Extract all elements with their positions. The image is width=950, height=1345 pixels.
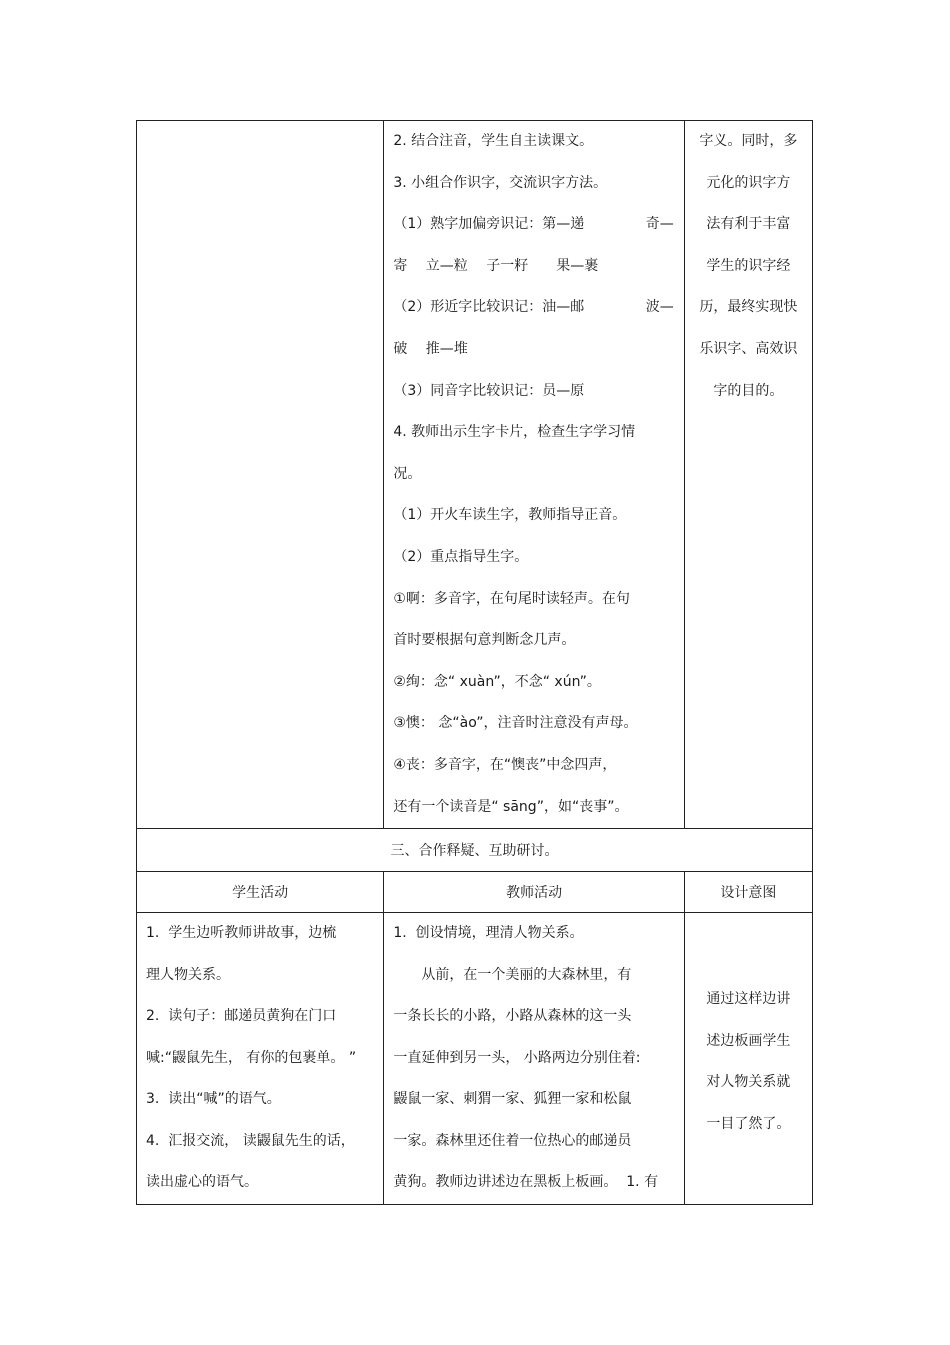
text-line: 读出虚心的语气。 [146, 1174, 258, 1191]
header-teacher: 教师活动 [384, 872, 684, 913]
section-row [137, 829, 813, 872]
text-line: 元化的识字方 [706, 174, 791, 191]
text-line: 字的目的。 [713, 382, 784, 399]
text-line: 3. 小组合作识字，交流识字方法。 [393, 174, 608, 191]
text-line: ②绚：念“ xuàn”，不念“ xún”。 [393, 673, 601, 690]
text-line: 1. 创设情境，理清人物关系。 [393, 925, 584, 942]
text-line: 还有一个读音是“ sāng”，如“丧事”。 [393, 798, 629, 815]
row3-right-cell [684, 913, 812, 1205]
text-line: 一直延伸到另一头， 小路两边分别住着: [393, 1049, 641, 1066]
lesson-plan-table [136, 120, 813, 1205]
text-line: 4. 汇报交流， 读鼹鼠先生的话， [146, 1132, 355, 1149]
text-line: 2. 读句子：邮递员黄狗在门口 [146, 1008, 337, 1025]
text-line: 从前，在一个美丽的大森林里，有 [393, 966, 632, 983]
section-title: 三、合作释疑、互助研讨。 [137, 829, 813, 872]
text-line: 首时要根据句意判断念几声。 [393, 632, 576, 649]
text-line: 学生的识字经 [706, 257, 791, 274]
text-line: 乐识字、高效识 [699, 340, 798, 357]
text-line: 通过这样边讲 [706, 991, 791, 1008]
row1-right-cell [684, 121, 812, 829]
text-line: 历，最终实现快 [699, 299, 798, 316]
text-line: 一条长长的小路，小路从森林的这一头 [393, 1008, 632, 1025]
text-line: 一家。森林里还住着一位热心的邮递员 [393, 1132, 632, 1149]
row3-left-cell [137, 913, 384, 1205]
text-line: ④丧：多音字，在“懊丧”中念四声， [393, 756, 617, 773]
header-design: 设计意图 [684, 872, 812, 913]
header-student: 学生活动 [137, 872, 384, 913]
row3-middle-cell [384, 913, 684, 1205]
text-line: 破 推—堆 [393, 340, 468, 357]
text-line: 喊:“鼹鼠先生， 有你的包裹单。 ” [146, 1049, 357, 1066]
table-row [137, 121, 813, 829]
text-part: （1）熟字加偏旁识记：第—递 [393, 216, 585, 233]
text-line: （3）同音字比较识记：员—原 [393, 382, 585, 399]
text-line: 2. 结合注音，学生自主读课文。 [393, 133, 594, 149]
header-row [137, 872, 813, 913]
text-part: 奇— [645, 216, 674, 233]
text-line: 一目了然了。 [706, 1115, 791, 1132]
text-line [393, 287, 683, 329]
text-line: 理人物关系。 [146, 966, 230, 983]
text-line: 寄 立—粒 子一籽 果—裹 [393, 257, 599, 274]
text-part: （2）形近字比较识记：油—邮 [393, 299, 585, 316]
text-line: （2）重点指导生字。 [393, 548, 529, 565]
text-line: ③懊： 念“ào”，注音时注意没有声母。 [393, 715, 638, 732]
text-line: 况。 [393, 465, 422, 482]
text-line: 4. 教师出示生字卡片，检查生字学习情 [393, 424, 636, 441]
row1-middle-cell [384, 121, 684, 829]
text-line: 1. 学生边听教师讲故事，边梳 [146, 925, 337, 942]
text-line: （1）开火车读生字，教师指导正音。 [393, 507, 627, 524]
text-line: 3. 读出“喊”的语气。 [146, 1091, 281, 1108]
text-line: 述边板画学生 [706, 1032, 791, 1049]
text-part: 波— [645, 299, 674, 316]
text-line: ①啊：多音字，在句尾时读轻声。在句 [393, 590, 630, 607]
text-line: 法有利于丰富 [706, 216, 791, 233]
text-line: 对人物关系就 [706, 1074, 791, 1091]
row1-left-cell [137, 121, 384, 829]
text-line: 字义。同时，多 [699, 133, 798, 149]
text-line: 黄狗。教师边讲述边在黑板上板画。 1. 有 [393, 1174, 659, 1191]
table-row [137, 913, 813, 1205]
text-line: 鼹鼠一家、刺猬一家、狐狸一家和松鼠 [393, 1091, 632, 1108]
text-line [393, 204, 683, 246]
